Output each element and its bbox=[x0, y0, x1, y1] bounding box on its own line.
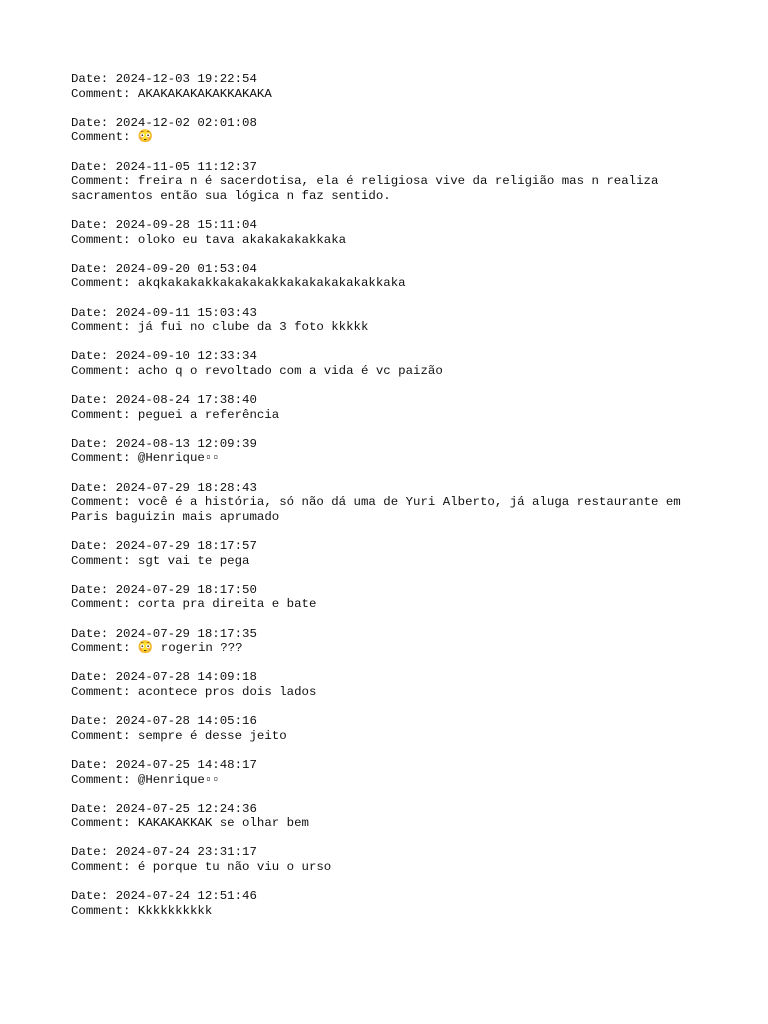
date-label: Date: bbox=[71, 582, 116, 597]
comment-label: Comment: bbox=[71, 363, 138, 378]
comment-label: Comment: bbox=[71, 495, 138, 510]
entry-comment-line bbox=[71, 495, 711, 524]
entry-comment-line bbox=[71, 860, 711, 875]
comment-text: corta pra direita e bate bbox=[137, 597, 317, 612]
comment-label: Comment: bbox=[71, 276, 138, 291]
entry-comment-line bbox=[71, 130, 711, 145]
comment-text: freira n é sacerdotisa, ela é religiosa vive da religião mas n realiza sacramentos então sua lógica n faz sentido. bbox=[71, 174, 666, 203]
date-value: 2024-07-24 23:31:17 bbox=[115, 845, 257, 860]
entry-date-line bbox=[71, 889, 711, 904]
comment-label: Comment: bbox=[71, 684, 138, 699]
comment-label: Comment: bbox=[71, 860, 138, 875]
entry-date-line bbox=[71, 539, 711, 554]
date-label: Date: bbox=[71, 393, 116, 408]
date-value: 2024-07-28 14:09:18 bbox=[115, 670, 257, 685]
entry-comment-line bbox=[71, 685, 711, 700]
date-value: 2024-07-24 12:51:46 bbox=[115, 889, 257, 904]
entry-date-line bbox=[71, 218, 711, 233]
date-value: 2024-12-03 19:22:54 bbox=[115, 72, 257, 86]
date-label: Date: bbox=[71, 626, 116, 641]
comment-text: 😳 bbox=[137, 130, 154, 145]
comment-text: Kkkkkkkkkk bbox=[137, 903, 213, 918]
comment-entry bbox=[71, 481, 711, 525]
entry-comment-line bbox=[71, 729, 711, 744]
date-label: Date: bbox=[71, 845, 116, 860]
date-value: 2024-08-24 17:38:40 bbox=[115, 393, 257, 408]
comment-entry bbox=[71, 393, 711, 422]
comment-text: @Henrique▫▫ bbox=[137, 451, 220, 466]
date-label: Date: bbox=[71, 670, 116, 685]
date-value: 2024-07-25 12:24:36 bbox=[115, 801, 257, 816]
comment-entry bbox=[71, 758, 711, 787]
date-label: Date: bbox=[71, 261, 116, 276]
comment-entry bbox=[71, 714, 711, 743]
date-value: 2024-11-05 11:12:37 bbox=[115, 159, 257, 174]
comment-entry bbox=[71, 670, 711, 699]
comment-label: Comment: bbox=[71, 407, 138, 422]
entry-date-line bbox=[71, 714, 711, 729]
entry-date-line bbox=[71, 437, 711, 452]
entry-date-line bbox=[71, 262, 711, 277]
comment-label: Comment: bbox=[71, 641, 138, 656]
date-value: 2024-07-25 14:48:17 bbox=[115, 757, 257, 772]
entry-date-line bbox=[71, 306, 711, 321]
date-value: 2024-07-29 18:17:50 bbox=[115, 582, 257, 597]
comment-text: acho q o revoltado com a vida é vc paizão bbox=[137, 363, 443, 378]
entry-date-line bbox=[71, 160, 711, 175]
date-label: Date: bbox=[71, 539, 116, 553]
comment-label: Comment: bbox=[71, 130, 138, 145]
entry-comment-line bbox=[71, 233, 711, 248]
comment-entry bbox=[71, 218, 711, 247]
comment-entry bbox=[71, 539, 711, 568]
date-value: 2024-07-28 14:05:16 bbox=[115, 714, 257, 729]
comment-entry bbox=[71, 802, 711, 831]
comment-label: Comment: bbox=[71, 86, 138, 101]
comment-text: AKAKAKAKAKAKKAKAKA bbox=[137, 86, 272, 101]
entry-date-line bbox=[71, 758, 711, 773]
entry-comment-line bbox=[71, 904, 711, 919]
comment-label: Comment: bbox=[71, 553, 138, 568]
comment-text: acontece pros dois lados bbox=[137, 684, 317, 699]
comment-entry bbox=[71, 583, 711, 612]
comment-label: Comment: bbox=[71, 816, 138, 831]
entry-comment-line bbox=[71, 408, 711, 423]
date-value: 2024-09-28 15:11:04 bbox=[115, 217, 257, 232]
date-value: 2024-08-13 12:09:39 bbox=[115, 436, 257, 451]
comment-label: Comment: bbox=[71, 903, 138, 918]
entry-comment-line bbox=[71, 816, 711, 831]
entry-comment-line bbox=[71, 554, 711, 569]
comment-label: Comment: bbox=[71, 232, 138, 247]
entry-date-line bbox=[71, 349, 711, 364]
entry-date-line bbox=[71, 845, 711, 860]
entry-comment-line bbox=[71, 597, 711, 612]
date-label: Date: bbox=[71, 480, 116, 495]
comment-entry bbox=[71, 116, 711, 145]
comment-label: Comment: bbox=[71, 174, 138, 189]
comment-text: 😳 rogerin ??? bbox=[137, 641, 243, 656]
entry-comment-line bbox=[71, 276, 711, 291]
date-label: Date: bbox=[71, 889, 116, 904]
date-value: 2024-09-11 15:03:43 bbox=[115, 305, 257, 320]
comment-text: @Henrique▫▫ bbox=[137, 772, 220, 787]
date-label: Date: bbox=[71, 349, 116, 364]
comment-text: KAKAKAKKAK se olhar bem bbox=[137, 816, 309, 831]
entry-comment-line bbox=[71, 451, 711, 466]
date-value: 2024-09-20 01:53:04 bbox=[115, 261, 257, 276]
comment-entry bbox=[71, 437, 711, 466]
date-value: 2024-12-02 02:01:08 bbox=[115, 115, 257, 130]
comment-text: oloko eu tava akakakakakkaka bbox=[137, 232, 347, 247]
comment-label: Comment: bbox=[71, 728, 138, 743]
entry-date-line bbox=[71, 670, 711, 685]
comment-label: Comment: bbox=[71, 451, 138, 466]
comment-text: akqkakakakkakakakakkakakakakakakkaka bbox=[137, 276, 406, 291]
comment-entry bbox=[71, 262, 711, 291]
date-label: Date: bbox=[71, 757, 116, 772]
comment-entry bbox=[71, 627, 711, 656]
date-label: Date: bbox=[71, 72, 116, 86]
date-label: Date: bbox=[71, 714, 116, 729]
date-value: 2024-09-10 12:33:34 bbox=[115, 349, 257, 364]
comment-label: Comment: bbox=[71, 597, 138, 612]
entry-date-line bbox=[71, 481, 711, 496]
entry-date-line bbox=[71, 627, 711, 642]
comment-text: sempre é desse jeito bbox=[137, 728, 287, 743]
date-label: Date: bbox=[71, 115, 116, 130]
entry-date-line bbox=[71, 72, 711, 87]
entry-date-line bbox=[71, 393, 711, 408]
entry-comment-line bbox=[71, 87, 711, 102]
comment-entry bbox=[71, 349, 711, 378]
entry-date-line bbox=[71, 802, 711, 817]
comment-entry bbox=[71, 160, 711, 204]
entry-date-line bbox=[71, 583, 711, 598]
entry-comment-line bbox=[71, 773, 711, 788]
comment-text: já fui no clube da 3 foto kkkkk bbox=[137, 320, 369, 335]
date-label: Date: bbox=[71, 801, 116, 816]
comment-entry bbox=[71, 845, 711, 874]
date-value: 2024-07-29 18:17:57 bbox=[115, 539, 257, 553]
entry-comment-line bbox=[71, 364, 711, 379]
entry-comment-line bbox=[71, 174, 711, 203]
date-label: Date: bbox=[71, 217, 116, 232]
comment-label: Comment: bbox=[71, 772, 138, 787]
date-value: 2024-07-29 18:17:35 bbox=[115, 626, 257, 641]
entry-comment-line bbox=[71, 641, 711, 656]
date-label: Date: bbox=[71, 159, 116, 174]
date-label: Date: bbox=[71, 305, 116, 320]
comment-entry bbox=[71, 889, 711, 918]
comment-text: sgt vai te pega bbox=[137, 553, 250, 568]
comment-entry bbox=[71, 306, 711, 335]
comment-text: peguei a referência bbox=[137, 407, 280, 422]
entry-date-line bbox=[71, 116, 711, 131]
entry-comment-line bbox=[71, 320, 711, 335]
comment-text: é porque tu não viu o urso bbox=[137, 860, 332, 875]
comment-log bbox=[71, 72, 711, 933]
date-value: 2024-07-29 18:28:43 bbox=[115, 480, 257, 495]
comment-label: Comment: bbox=[71, 320, 138, 335]
comment-entry bbox=[71, 72, 711, 101]
comment-text: você é a história, só não dá uma de Yuri Alberto, já aluga restaurante em Paris baguizin mais aprumado bbox=[71, 495, 689, 524]
date-label: Date: bbox=[71, 436, 116, 451]
